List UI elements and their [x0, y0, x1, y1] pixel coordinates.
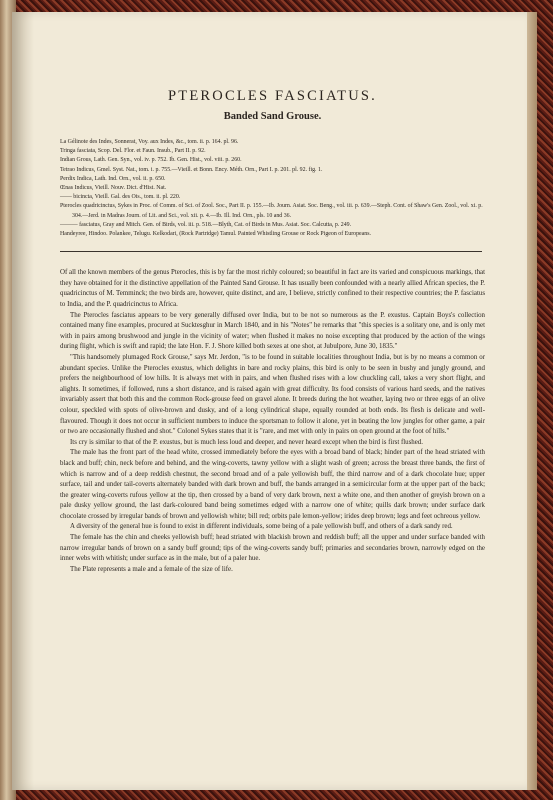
body-paragraph: The Pterocles fasciatus appears to be very generally diffused over India, but to be not so numerous as the P. exustus. Captain Boys's collection contained many fine examples, procured at Sucktesghur in March 1840, and in his "Notes" he remarks that "this species is a solitary one, and is only met with in pairs among brushwood and jungle in the vicinity of water; when flushed it makes no noise excepting that produced by the action of the wings during flight, which is swift and rapid; the late Hon. F. J. Shore killed both sexes at one shot, at Jubulpore, June 30, 1835." — [60, 311, 485, 351]
synonym-entry: La Gélinote des Indes, Sonnerat, Voy. aux Indes, &c., tom. ii. p. 164. pl. 96. — [60, 139, 239, 145]
synonym-entry: Perdix Indica, Lath. Ind. Orn., vol. ii. p. 650. — [60, 175, 166, 182]
synonym-entry: Pterocles quadricinctus, Sykes in Proc. of Comm. of Sci. of Zool. Soc., Part II. p. 155.—Ib. Journ. Asiat. Soc. Beng., vol. iii. p. 639.—Steph. Cont. of Shaw's Gen. Zool., vol. xi. p. 304.—Jerd. in Madras Journ. of Lit. and Sci., vol. xii. p. 4.—Ib. Ill. Ind. Orn., pls. 10 and 36. — [60, 203, 483, 219]
synonym-entry: Tringa fasciata, Scop. Del. Flor. et Faun. Insub., Part II. p. 92. — [60, 148, 206, 155]
synonymy-list — [60, 138, 485, 239]
body-paragraph: Of all the known members of the genus Pterocles, this is by far the most richly coloured; so beautiful in fact are its varied and conspicuous markings, that they have obtained for it the distinctive appellation of the Painted Sand Grouse. It has usually been confounded with a nearly allied African species, the P. quadricinctus of M. Temminck; the two birds are, however, quite distinct, and are, I believe, strictly confined to their respective countries; the P. fasciatus to India, and the P. quadricinctus to Africa. — [60, 269, 485, 309]
body-paragraph: The Plate represents a male and a female of the size of life. — [70, 565, 233, 573]
body-paragraph: Its cry is similar to that of the P. exustus, but is much less loud and deeper, and never heard except when the bird is first flushed. — [70, 438, 423, 446]
synonym-entry: Indian Grous, Lath. Gen. Syn., vol. iv. p. 752. Ib. Gen. Hist., vol. viii. p. 260. — [60, 157, 242, 164]
page-subtitle: Banded Sand Grouse. — [223, 111, 322, 122]
page-title: PTEROCLES FASCIATUS. — [168, 88, 377, 104]
body-paragraph: "This handsomely plumaged Rock Grouse," says Mr. Jerdon, "is to be found in suitable localities throughout India, but is by no means a common or abundant species. Unlike the Pterocles exustus, which delights in bare and rocky plains, this bird is only to be seen in bushy and jungly ground, and prefers the neighbourhood of low hills. It is always met with in pairs, and when flushed rises with a low chuckling call, takes a very short flight, and alights. It sometimes, if followed, runs a short distance, and is raised again with great difficulty. Its food consists of various hard seeds, and the natives invariably assert that both this and the common Rock-grouse feed on gravel alone. It breeds during the hot weather, laying two or three eggs of an olive colour, speckled with spots of olive-brown and dusky, and of a long cylindrical shape, equally rounded at both ends. Its flesh is delicate and well-flavoured. Though it does not occur in sufficient numbers to induce the sportsman to follow it alone, yet in beating the low jungles for other game, a pair or two are occasionally flushed and shot." Colonel Sykes states that it is "rare, and met with only in pairs on open ground at the foot of hills." — [60, 353, 485, 436]
body-paragraph: The female has the chin and cheeks yellowish buff; head striated with blackish brown and reddish buff; all the upper and under surface banded with narrow irregular bands of brown on a sandy buff ground; tips of the wing-coverts sandy buff; primaries and secondaries brown, narrowly edged on the inner webs with whitish; under surface as in the male, but of a paler hue. — [60, 534, 485, 563]
synonym-entry: ——— fasciatus, Gray and Mitch. Gen. of Birds, vol. iii. p. 518.—Blyth, Cat. of Birds in Mus. Asiat. Soc. Calcutta, p. 249. — [60, 221, 352, 228]
section-divider — [60, 251, 482, 252]
page-content — [60, 88, 485, 575]
body-paragraph: A diversity of the general hue is found to exist in different individuals, some being of a pale yellowish buff, and others of a dark sandy red. — [70, 523, 453, 531]
synonym-entry: —— bicincta, Vieill. Gal. des Ois., tom. ii. pl. 220. — [60, 194, 181, 201]
synonym-entry: Œnas Indicus, Vieill. Nouv. Dict. d'Hist. Nat. — [60, 185, 167, 192]
gutter-shadow — [12, 12, 34, 790]
synonym-entry: Tetrao Indicus, Gmel. Syst. Nat., tom. i. p. 755.—Vieill. et Bonn. Ency. Méth. Orn., Part I. p. 201. pl. 92. fig. 1. — [60, 166, 323, 173]
body-paragraph: The male has the front part of the head white, crossed immediately before the eyes with a broad band of black; hinder part of the head striated with black and buff; chin, neck before and behind, and the wing-coverts, tawny yellow with a slight wash of green; across the breast three bands, the first of which is narrow and of a deep reddish chestnut, the second broad and of a pale yellowish buff, the third narrow and of a dark chocolate hue; upper surface, tail and under tail-coverts alternately banded with dark brown and buff, the bands arranged in a semicircular form at the upper part of the back; the greater wing-coverts rufous yellow at the tip, then crossed by a band of very dark brown, next a white one, and then another of greyish brown on a pale dusky yellow ground, the last dark-coloured band being sometimes edged with a narrow one of white; quills dark brown; under surface dark chocolate crossed by irregular bands of brown and yellowish white; bill red; orbits pale lemon-yellow; irides deep brown; legs and feet ochreous yellow. — [60, 449, 485, 520]
body-text — [60, 268, 485, 575]
page-fore-edge — [527, 12, 537, 790]
synonym-entry: Handeyree, Hindoo. Polankee, Telugu. Kelkodari, (Rock Partridge) Tamul. Painted Whistling Grouse or Rock Pigeon of Europeans. — [60, 231, 371, 238]
